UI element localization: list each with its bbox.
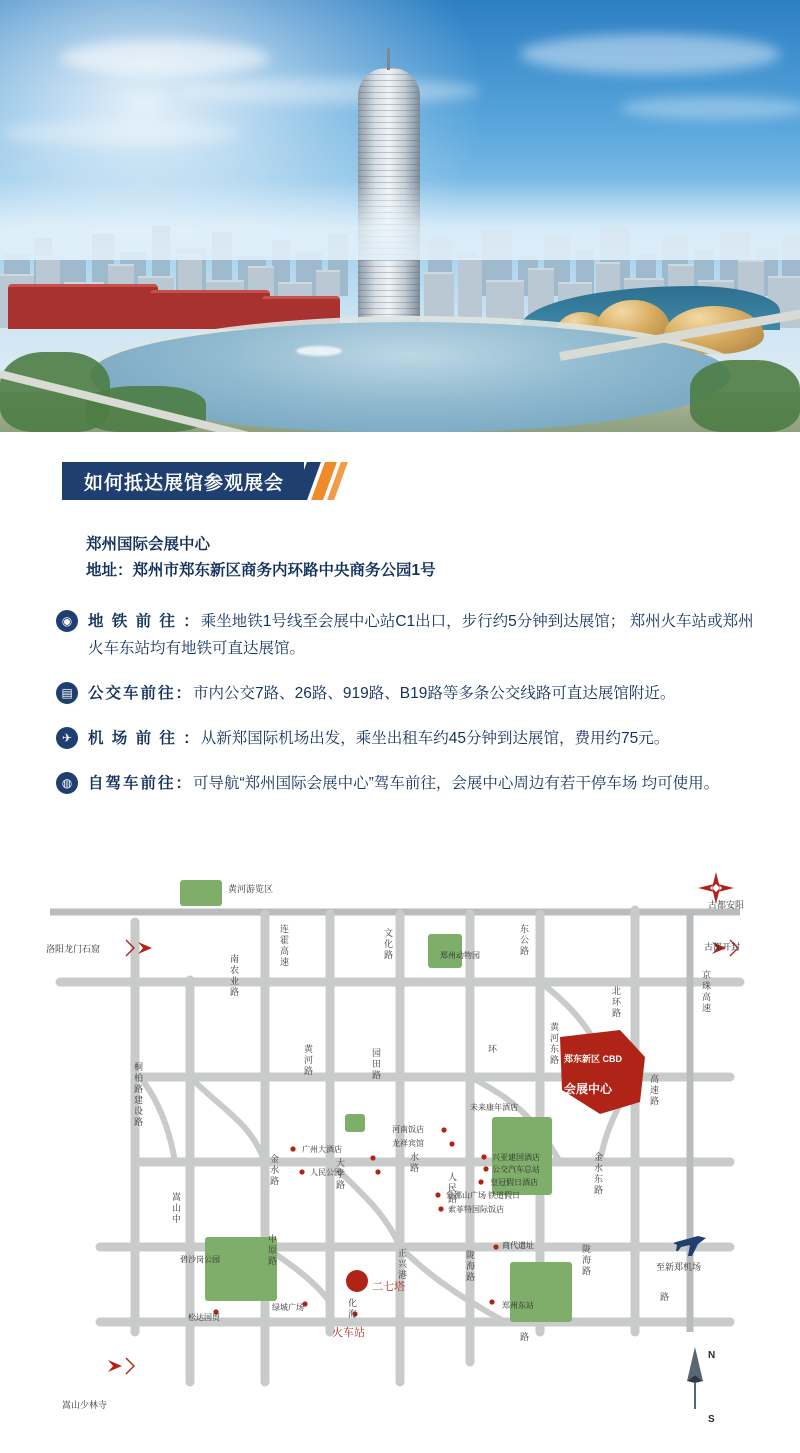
cloud [620, 96, 800, 120]
map-label-henan-restaurant: 河南饭店 [392, 1125, 424, 1134]
map-road-label: 环 [487, 1044, 497, 1055]
map-road-label: 化海 [347, 1298, 357, 1320]
poi-dot [478, 1179, 483, 1184]
hero-photo [0, 0, 800, 432]
cloud [520, 34, 780, 74]
map-road-label: 正兴港 [397, 1248, 407, 1281]
map-label-lvcheng-plaza: 绿城广场 [272, 1303, 304, 1312]
transport-text: 乘坐地铁1号线至会展中心站C1出口，步行约5分钟到达展馆； [200, 613, 626, 630]
park-small [345, 1114, 365, 1132]
map-label-songda-guomao: 松达国贸 [188, 1313, 220, 1322]
direction-burst-shaolin [108, 1358, 134, 1374]
map-road-label: 园田路 [371, 1048, 381, 1081]
venue-address: 地址：郑州市郑东新区商务内环路中央商务公园1号 [86, 562, 436, 579]
location-map [40, 862, 760, 1432]
map-road-label: 中原路 [267, 1234, 277, 1267]
poi-dot [489, 1299, 494, 1304]
map-road-label: 陇海路 [581, 1244, 591, 1277]
venue-block [86, 532, 436, 584]
atmospheric-haze [0, 180, 800, 260]
map-label-bishagang-park: 碧沙岗公园 [180, 1255, 220, 1264]
transport-text-line2: 均可使用。 [641, 775, 720, 792]
park-green-2 [510, 1262, 572, 1322]
map-label-zhengzhou-east-station: 郑州东站 [502, 1301, 534, 1310]
transport-text: 市内公交7路、26路、919路、B19路等多条公交线路可直达展馆附近。 [193, 685, 676, 702]
road-connector [190, 1077, 265, 1162]
park-greenery [690, 360, 800, 432]
tower-spire [387, 48, 390, 70]
car-icon: ◍ [56, 772, 78, 794]
map-label-railway-holiday: 铁道假日 [488, 1191, 520, 1200]
map-label-bus-station: 公交汽车总站 [492, 1165, 540, 1174]
poi-dot [290, 1146, 295, 1151]
map-label-huanghe-scenic: 黄河游览区 [228, 884, 274, 894]
map-label-erqi-tower: 二七塔 [372, 1281, 405, 1293]
bus-icon: ▤ [56, 682, 78, 704]
map-label-longxiang-hotel: 龙祥宾馆 [392, 1139, 424, 1148]
cloud [180, 78, 480, 104]
poi-dot [370, 1155, 375, 1160]
map-road-label: 高速路 [649, 1074, 659, 1107]
map-road-label: 京珠高速 [701, 970, 711, 1014]
transport-item-body [88, 680, 675, 707]
transport-item-car [56, 770, 756, 797]
poi-dot [483, 1166, 488, 1171]
map-road-label: 黄河路 [303, 1044, 313, 1077]
map-label-cbd: 郑东新区 CBD [564, 1054, 622, 1064]
transport-label: 地 铁 前 往 ： [88, 613, 201, 630]
poi-dot [375, 1169, 380, 1174]
transport-item-subway [56, 608, 756, 662]
transport-text: 可导航“郑州国际会展中心”驾车前往，会展中心周边有若干停车场 [193, 775, 638, 792]
map-road-label: 文化路 [383, 928, 393, 961]
venue-name: 郑州国际会展中心 [86, 536, 211, 553]
map-road-label: 桐柏路建设路 [133, 1062, 143, 1128]
map-label-railway-station: 火车站 [332, 1327, 365, 1339]
map-road-label: 大学路 [335, 1158, 345, 1191]
map-label-crowne-plaza: 皇冠假日酒店 [490, 1178, 538, 1187]
map-road-label: 路 [519, 1332, 529, 1343]
subway-icon: ◉ [56, 610, 78, 632]
transport-item-body [88, 770, 719, 797]
map-road-label: 嵩山中 [171, 1192, 181, 1225]
transport-item-body [88, 608, 756, 662]
transport-item-airport [56, 725, 756, 752]
map-label-zoo: 郑州动物园 [440, 951, 480, 960]
lake-fountain [296, 346, 342, 356]
park-yellow-river [180, 880, 222, 906]
poi-dot [299, 1169, 304, 1174]
transport-item-body [88, 725, 669, 752]
poi-dot [493, 1244, 498, 1249]
section-header [62, 462, 341, 500]
map-label-shangdai-ruins: 商代遗址 [502, 1241, 534, 1250]
map-road-label: 黄河东路 [549, 1022, 559, 1066]
map-road-label: 北环路 [611, 986, 621, 1019]
map-road-label: 水路 [409, 1152, 419, 1174]
transport-text-line2: 郑州火车站或郑州火车东站均有地铁可直达展馆。 [88, 613, 754, 657]
map-label-kaifeng: 古都开封 [704, 942, 741, 952]
compass-north-label: N [708, 1350, 716, 1361]
cloud [0, 120, 240, 146]
map-road-label: 金水路 [269, 1154, 279, 1187]
map-label-luoyang: 洛阳龙门石窟 [46, 944, 101, 954]
map-label-weilai-hotel: 未来康年酒店 [470, 1103, 518, 1112]
road-connector [400, 1247, 505, 1322]
plane-icon: ✈ [56, 727, 78, 749]
poi-dot [449, 1141, 454, 1146]
map-road-label: 连霍高速 [279, 924, 289, 968]
map-road-label: 陇海路 [465, 1250, 475, 1283]
map-label-menna-plaza: 蒙娜山广场 [446, 1191, 486, 1200]
map-label-sofitel: 索菲特国际饭店 [448, 1205, 504, 1214]
map-label-guangzhou-hotel: 广州大酒店 [302, 1145, 342, 1154]
map-label-xingya-hotel: 兴亚建国酒店 [492, 1153, 540, 1162]
map-label-venue: 会展中心 [564, 1082, 613, 1096]
map-label-renmin-park: 人民公园 [310, 1168, 342, 1177]
cloud [60, 40, 270, 76]
map-road-label: 路 [659, 1292, 669, 1303]
poi-dot [481, 1154, 486, 1159]
section-title: 如何抵达展馆参观展会 [62, 462, 304, 500]
map-label-anyang: 古都安阳 [708, 900, 745, 910]
poi-dot [438, 1206, 443, 1211]
map-road-label: 南农业路 [229, 954, 239, 998]
map-label-airport: 至新郑机场 [656, 1262, 702, 1272]
poi-dot [441, 1127, 446, 1132]
compass-ns-icon [687, 1347, 703, 1409]
poi-dot [435, 1192, 440, 1197]
map-road-label: 金水东路 [593, 1152, 603, 1196]
map-road-label: 东公路 [519, 924, 529, 957]
map-label-shaolin: 嵩山少林寺 [62, 1400, 108, 1410]
transport-item-bus [56, 680, 756, 707]
transport-label: 自驾车前往： [88, 775, 194, 792]
transport-label: 公交车前往： [88, 685, 194, 702]
road-connector [140, 1077, 175, 1162]
transport-label: 机 场 前 往 ： [88, 730, 201, 747]
exhibition-hall-roof [150, 290, 270, 329]
transport-text: 从新郑国际机场出发，乘坐出租车约45分钟到达展馆，费用约75元。 [200, 730, 670, 747]
compass-south-label: S [708, 1414, 715, 1425]
transport-list [56, 608, 756, 815]
map-road-label: 人民路 [447, 1172, 457, 1205]
erqi-tower-marker [346, 1270, 368, 1292]
exhibition-hall-roof [8, 284, 158, 329]
